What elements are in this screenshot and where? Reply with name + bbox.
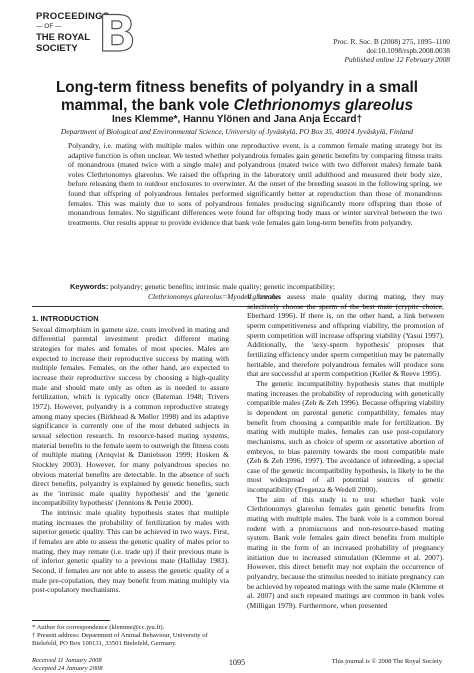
logo-proceedings: PROCEEDINGS: [36, 11, 110, 22]
logo-the-royal: THE ROYAL: [36, 32, 91, 43]
page-number: 1095: [228, 658, 246, 667]
left-column: [32, 314, 229, 595]
doi[interactable]: doi:10.1098/rspb.2008.0038: [366, 46, 450, 55]
footnote-divider: [32, 620, 110, 621]
abstract: Polyandry, i.e. mating with multiple males within one reproductive event, is a common female mating strategy but its adaptive function is often unclear. We tested whether polyandrous females gain genetic benefits by comparing fitness traits of monandrous (mated twice with a single male) and polyandrous (mated twice with two different males) female bank voles Clethrionomys glareolus. We raised the offspring in the laboratory until adulthood and measured their body size, before releasing them to outdoor enclosures to overwinter. At the onset of the breeding season in the following spring, we found that offspring of polyandrous females performed significantly better at reproduction than those of monandrous females. This was mainly due to sons of polyandrous females producing significantly more offspring than those of monandrous females. No significant differences were found for offspring body mass or winter survival between the two treatments. Our results appear to provide evidence that bank vole females gain long-term benefits from polyandry.: [68, 141, 442, 227]
accepted-date: Accepted 24 January 2008: [32, 665, 103, 672]
paragraph: Sexual dimorphism in gamete size, costs involved in mating and differential parental investment predict different mating strategies for males and females of most species. Males are expected to increase their reproductive success by mating with multiple females. Females, on the other hand, are expected to increase their reproductive success by choosing a high-quality male and should mate only as often as is needed to assure fertilization, which is typically once (Bateman 1948; Trivers 1972). However, polyandry is a common reproductive strategy among many species (Birkhead & Møller 1998) and its adaptive significance is currently one of the most debated subjects in sexual selection research. In resource-based mating systems, material benefits to the female seem to outweigh the fitness costs of multiple mating (Arnqvist & Danielsson 1999; Hosken & Stockley 2003). However, for many polyandrous species no obvious material benefits are detectable. In the absence of such direct benefits, polyandry is explained by genetic benefits, such as the 'intrinsic male quality hypothesis' and the 'genetic incompatibility hypothesis' (Jennions & Petrie 2000).: [32, 324, 229, 508]
article-title: [0, 79, 474, 115]
published-date: Published online 12 February 2008: [344, 55, 450, 64]
title-line-2: mammal, the bank vole Clethrionomys glareolus: [61, 97, 413, 114]
paragraph: The genetic incompatibility hypothesis states that multiple mating increases the probability of reproducing with genetically compatible males (Zeh & Zeh 1996). Because offspring viability is dependent on parental genetic compatibility, females may benefit from choosing a compatible male for fertilization. By mating with multiple males, females can use post-copulatory mechanisms, such as choice of sperm or assortative abortion of embryos, to bias paternity towards the most compatible male (Zeh & Zeh 1996, 1997). The avoidance of inbreeding, a special case of the genetic incompatibility hypothesis, is likely to be the most widespread of all potential sources of genetic incompatibility (Tregenza & Wedell 2000).: [247, 378, 444, 495]
paragraph: The aim of this study is to test whether bank vole Clethrionomys glareolus females gain genetic benefits from mating with multiple males. The bank vole is a common boreal rodent with a promiscuous and non-resource-based mating system. Bank vole females gain direct benefits from multiple mating in the form of an increased probability of pregnancy initiation due to increased stimulation (Klemme et al. 2007). However, this direct benefit may not explain the occurrence of polyandry, because the stimulus needed to initiate pregnancy can be achieved by repeated matings with the same male (Klemme et al. 2007) and such repeated matings are common in bank voles (Milligan 1979). Furthermore, when presented: [247, 494, 444, 610]
copyright: This journal is © 2008 The Royal Society: [331, 658, 442, 665]
journal-info: [333, 37, 450, 64]
logo-society: SOCIETY: [36, 43, 78, 54]
footnote-correspondence: * Author for correspondence (klemme@cc.jyu.fi).: [32, 624, 165, 631]
paragraph: If females assess male quality during mating, they may selectively choose the sperm of the best mate (cryptic choice; Eberhard 1996). If there is, on the other hand, a link between sperm competitiveness and offspring viability, the promotion of sperm competition will increase offspring viability (Yasui 1997). Additionally, the 'sexy-sperm hypothesis' proposes that fertilizing efficiency under sperm competition may be paternally heritable, and therefore polyandrous females will produce sons that are successful at sperm competition (Keller & Reeve 1995).: [247, 292, 444, 379]
received-date: Received 11 January 2008: [32, 657, 102, 664]
right-column: [247, 292, 444, 611]
footnote-present-address: † Present address: Department of Animal Behaviour, University of Bielefeld, PO Box 100131, 33501 Bielefeld, Germany.: [32, 632, 208, 647]
title-line-1: Long-term fitness benefits of polyandry in a small: [55, 79, 419, 96]
logo-b-mark: B: [98, 5, 137, 63]
authors: Ines Klemme*, Hannu Ylönen and Jana Anja Eccard†: [111, 114, 363, 125]
section-heading: 1. INTRODUCTION: [32, 314, 99, 323]
journal-logo: [36, 5, 137, 65]
citation: Proc. R. Soc. B (2008) 275, 1095–1100: [333, 37, 450, 46]
keywords-line-2: Clethrionomys glareolus=Myodes glareolus: [148, 291, 281, 301]
logo-of: — OF —: [36, 23, 62, 30]
affiliation: Department of Biological and Environmental Science, University of Jyväskylä, PO Box 35, 40014 Jyväskylä, Finland: [60, 127, 414, 136]
footnotes: [32, 624, 229, 648]
keywords-line-1: polyandry; genetic benefits; intrinsic male quality; genetic incompatibility;: [110, 282, 335, 291]
paragraph: The intrinsic male quality hypothesis states that multiple mating increases the probability of fertilization by males with superior genetic quality. This can be achieved in two ways. First, if females are able to assess the genetic quality of males prior to mating, they may remate (i.e. trade up) if their previous mate is of inferior genetic quality to a previous mate (Halliday 1983). Second, if females are not able to assess the genetic quality of a male pre-copulation, they may benefit from mating multiply via post-copulatory mechanisms.: [32, 508, 229, 595]
keywords-label: Keywords:: [70, 282, 109, 291]
